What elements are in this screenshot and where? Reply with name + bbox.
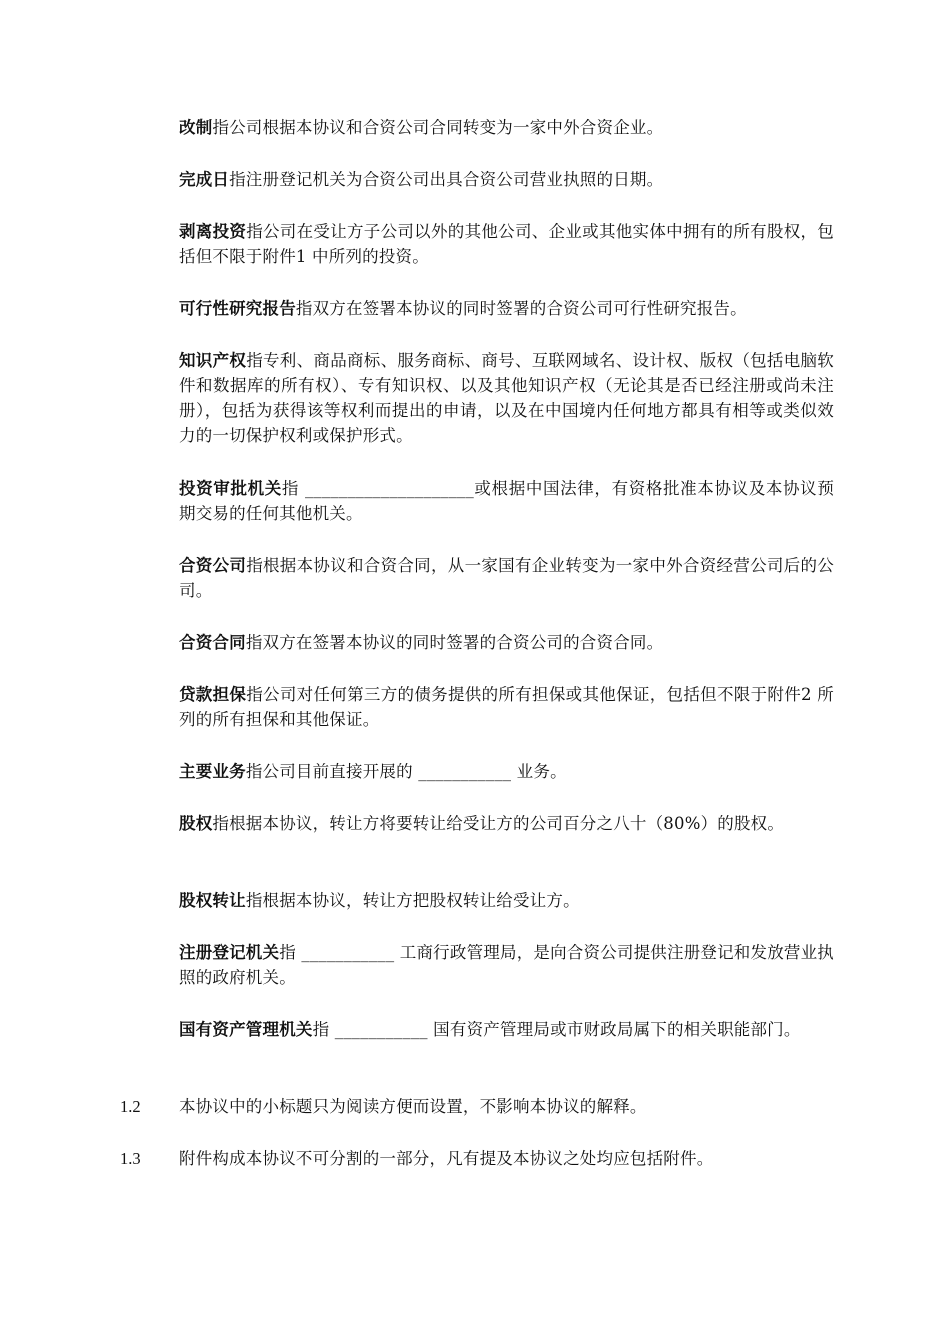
fill-in-blank: ____________________ bbox=[304, 479, 474, 498]
definition-term: 投资审批机关 bbox=[179, 479, 282, 498]
definition-equity-transfer bbox=[179, 888, 834, 913]
clause-number: 1.3 bbox=[120, 1149, 141, 1168]
definition-term: 剥离投资 bbox=[179, 222, 247, 241]
fill-in-blank: ___________ bbox=[301, 943, 395, 962]
definition-text: 指公司根据本协议和合资公司合同转变为一家中外合资企业。 bbox=[212, 118, 664, 137]
definition-text: 指公司在受让方子公司以外的其他公司、企业或其他实体中拥有的所有股权，包括但不限于附件1 中所列的投资。 bbox=[179, 222, 835, 266]
definition-term: 注册登记机关 bbox=[179, 943, 280, 962]
definition-term: 知识产权 bbox=[179, 351, 247, 370]
definition-term: 改制 bbox=[179, 118, 213, 137]
definition-loan-guarantee bbox=[179, 682, 834, 732]
definition-text: 国有资产管理局或市财政局属下的相关职能部门。 bbox=[433, 1020, 801, 1039]
definition-investment-approval-authority bbox=[179, 476, 834, 526]
definition-text: 指根据本协议，转让方把股权转让给受让方。 bbox=[245, 891, 580, 910]
definition-term: 合资合同 bbox=[179, 633, 246, 652]
definition-text: 指根据本协议，转让方将要转让给受让方的公司百分之八十（80%）的股权。 bbox=[212, 814, 785, 833]
clause-text: 本协议中的小标题只为阅读方便而设置，不影响本协议的解释。 bbox=[179, 1097, 647, 1116]
definition-text: 或根据中国法律，有资格批准本协议及本协议预期交易的任何其他机关。 bbox=[179, 479, 835, 523]
definition-term: 贷款担保 bbox=[179, 685, 247, 704]
definition-state-asset-authority bbox=[179, 1017, 834, 1042]
definition-divested-investments bbox=[179, 219, 834, 269]
definition-term: 国有资产管理机关 bbox=[179, 1020, 313, 1039]
definition-text: 业务。 bbox=[516, 762, 567, 781]
definition-text: 指双方在签署本协议的同时签署的合资公司可行性研究报告。 bbox=[295, 299, 747, 318]
definition-term: 股权转让 bbox=[179, 891, 246, 910]
definition-text: 指根据本协议和合资合同，从一家国有企业转变为一家中外合资经营公司后的公司。 bbox=[179, 556, 835, 600]
clause-number: 1.2 bbox=[120, 1097, 141, 1116]
definition-gaizhi bbox=[179, 115, 834, 140]
definition-text: 指专利、商品商标、服务商标、商号、互联网域名、设计权、版权（包括电脑软件和数据库的所有权）、专有知识权、以及其他知识产权（无论其是否已经注册或尚未注册），包括为获得该等权利而提出的申请，以及在中国境内任何地方都具有相等或类似效力的一切保护权利或保护形式。 bbox=[179, 351, 835, 445]
definition-term: 主要业务 bbox=[179, 762, 246, 781]
definition-completion-date bbox=[179, 167, 834, 192]
definition-term: 合资公司 bbox=[179, 556, 247, 575]
definition-term: 股权 bbox=[179, 814, 213, 833]
definition-prefix: 指公司目前直接开展的 bbox=[245, 762, 413, 781]
definition-prefix: 指 bbox=[312, 1020, 330, 1039]
definition-term: 可行性研究报告 bbox=[179, 299, 296, 318]
definition-joint-venture-company bbox=[179, 553, 834, 603]
definition-joint-venture-contract bbox=[179, 630, 834, 655]
clause-text: 附件构成本协议不可分割的一部分，凡有提及本协议之处均应包括附件。 bbox=[179, 1149, 714, 1168]
definition-equity bbox=[179, 811, 834, 836]
definition-registration-authority bbox=[179, 940, 834, 990]
definition-text: 工商行政管理局，是向合资公司提供注册登记和发放营业执照的政府机关。 bbox=[179, 943, 835, 987]
definition-text: 指公司对任何第三方的债务提供的所有担保或其他保证，包括但不限于附件2 所列的所有担保和其他保证。 bbox=[179, 685, 834, 729]
definition-prefix: 指 bbox=[281, 479, 300, 498]
definition-intellectual-property bbox=[179, 348, 834, 448]
definition-text: 指双方在签署本协议的同时签署的合资公司的合资合同。 bbox=[245, 633, 664, 652]
definition-text: 指注册登记机关为合资公司出具合资公司营业执照的日期。 bbox=[229, 170, 664, 189]
definition-feasibility-report bbox=[179, 296, 834, 321]
fill-in-blank: ___________ bbox=[418, 762, 512, 781]
fill-in-blank: ___________ bbox=[334, 1020, 428, 1039]
definition-main-business bbox=[179, 759, 834, 784]
definition-term: 完成日 bbox=[179, 170, 230, 189]
definition-prefix: 指 bbox=[279, 943, 296, 962]
